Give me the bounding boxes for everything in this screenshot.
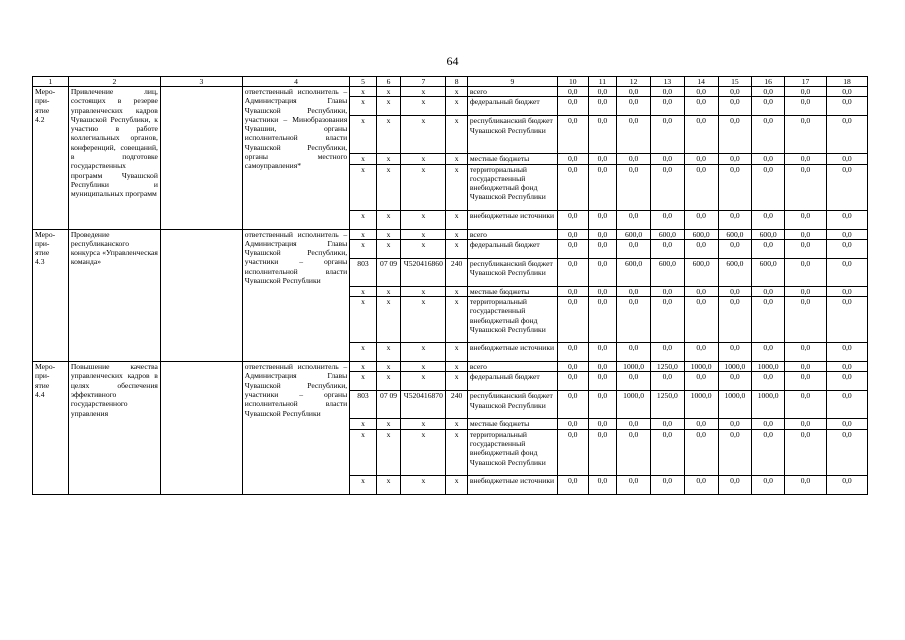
amount-cell: 0,0	[617, 372, 651, 391]
amount-cell: 0,0	[752, 286, 785, 296]
column-header: 10	[557, 77, 588, 87]
code-cell: x	[350, 362, 377, 372]
funding-source-cell: местные бюджеты	[467, 154, 557, 164]
code-cell: x	[446, 429, 467, 475]
code-cell: x	[401, 239, 446, 258]
code-cell: Ч520416870	[401, 391, 446, 419]
table-row	[33, 362, 868, 372]
amount-cell: 0,0	[752, 419, 785, 429]
code-cell: 803	[350, 391, 377, 419]
amount-cell: 0,0	[826, 475, 867, 494]
amount-cell: 0,0	[826, 286, 867, 296]
amount-cell: 0,0	[684, 164, 718, 210]
amount-cell: 0,0	[650, 343, 684, 362]
column-header: 6	[376, 77, 401, 87]
code-cell: x	[376, 154, 401, 164]
code-cell: x	[446, 343, 467, 362]
code-cell: x	[350, 239, 377, 258]
amount-cell: 0,0	[650, 297, 684, 343]
code-cell: x	[376, 87, 401, 97]
amount-cell: 0,0	[785, 87, 827, 97]
code-cell: x	[350, 229, 377, 239]
amount-cell: 0,0	[785, 286, 827, 296]
amount-cell: 0,0	[588, 164, 617, 210]
code-cell: x	[446, 239, 467, 258]
measure-name-cell: Повышение качества управленческих кадров в целях обеспечения эффективного государственного управления	[68, 362, 160, 495]
amount-cell: 0,0	[785, 343, 827, 362]
column-3-cell	[160, 362, 242, 495]
code-cell: x	[376, 343, 401, 362]
amount-cell: 0,0	[684, 429, 718, 475]
amount-cell: 0,0	[785, 372, 827, 391]
amount-cell: 0,0	[557, 286, 588, 296]
code-cell: x	[376, 286, 401, 296]
column-header: 1	[33, 77, 69, 87]
amount-cell: 0,0	[752, 297, 785, 343]
code-cell: x	[350, 475, 377, 494]
funding-source-cell: федеральный бюджет	[467, 372, 557, 391]
amount-cell: 0,0	[557, 343, 588, 362]
amount-cell: 0,0	[617, 210, 651, 229]
amount-cell: 0,0	[826, 258, 867, 286]
amount-cell: 0,0	[785, 475, 827, 494]
amount-cell: 0,0	[752, 116, 785, 154]
amount-cell: 0,0	[718, 286, 752, 296]
amount-cell: 0,0	[752, 164, 785, 210]
code-cell: x	[350, 419, 377, 429]
column-header: 5	[350, 77, 377, 87]
amount-cell: 0,0	[826, 229, 867, 239]
amount-cell: 0,0	[826, 97, 867, 116]
code-cell: x	[350, 343, 377, 362]
amount-cell: 0,0	[684, 87, 718, 97]
amount-cell: 0,0	[785, 229, 827, 239]
amount-cell: 0,0	[826, 419, 867, 429]
amount-cell: 0,0	[557, 97, 588, 116]
code-cell: x	[401, 164, 446, 210]
amount-cell: 0,0	[684, 343, 718, 362]
code-cell: x	[350, 97, 377, 116]
code-cell: x	[376, 239, 401, 258]
code-cell: x	[446, 362, 467, 372]
code-cell: x	[446, 210, 467, 229]
amount-cell: 0,0	[752, 154, 785, 164]
code-cell: x	[446, 229, 467, 239]
amount-cell: 0,0	[785, 429, 827, 475]
code-cell: x	[446, 87, 467, 97]
amount-cell: 0,0	[684, 297, 718, 343]
code-cell: x	[401, 116, 446, 154]
column-3-cell	[160, 229, 242, 362]
amount-cell: 600,0	[617, 258, 651, 286]
code-cell: x	[446, 116, 467, 154]
amount-cell: 0,0	[785, 419, 827, 429]
funding-source-cell: территориальный государственный внебюджетный фонд Чувашской Республики	[467, 164, 557, 210]
measure-number-cell: Меро- при- ятие 4.3	[33, 229, 69, 362]
table-row	[33, 229, 868, 239]
column-header: 3	[160, 77, 242, 87]
amount-cell: 0,0	[617, 97, 651, 116]
funding-source-cell: территориальный государственный внебюджетный фонд Чувашской Республики	[467, 429, 557, 475]
amount-cell: 0,0	[588, 419, 617, 429]
amount-cell: 0,0	[718, 429, 752, 475]
amount-cell: 0,0	[826, 116, 867, 154]
amount-cell: 0,0	[557, 229, 588, 239]
amount-cell: 600,0	[718, 258, 752, 286]
amount-cell: 0,0	[752, 210, 785, 229]
code-cell: x	[350, 429, 377, 475]
amount-cell: 1000,0	[718, 391, 752, 419]
amount-cell: 600,0	[617, 229, 651, 239]
code-cell: 240	[446, 391, 467, 419]
amount-cell: 0,0	[785, 362, 827, 372]
amount-cell: 0,0	[684, 116, 718, 154]
amount-cell: 0,0	[826, 239, 867, 258]
amount-cell: 0,0	[752, 475, 785, 494]
code-cell: x	[376, 229, 401, 239]
amount-cell: 600,0	[650, 258, 684, 286]
amount-cell: 1000,0	[718, 362, 752, 372]
amount-cell: 0,0	[718, 164, 752, 210]
amount-cell: 0,0	[557, 429, 588, 475]
amount-cell: 0,0	[826, 210, 867, 229]
executor-cell: ответственный исполнитель – Администрация Главы Чувашской Республики, участники – органы исполнительной власти Чувашской Республики	[242, 229, 349, 362]
code-cell: x	[401, 297, 446, 343]
amount-cell: 0,0	[785, 258, 827, 286]
amount-cell: 0,0	[650, 475, 684, 494]
amount-cell: 600,0	[752, 229, 785, 239]
amount-cell: 0,0	[588, 87, 617, 97]
code-cell: x	[376, 475, 401, 494]
amount-cell: 0,0	[650, 154, 684, 164]
code-cell: 07 09	[376, 391, 401, 419]
funding-source-cell: республиканский бюджет Чувашской Республики	[467, 391, 557, 419]
code-cell: x	[350, 87, 377, 97]
code-cell: x	[376, 116, 401, 154]
table-row	[33, 87, 868, 97]
column-header: 16	[752, 77, 785, 87]
measure-number-cell: Меро- при- ятие 4.2	[33, 87, 69, 230]
amount-cell: 0,0	[684, 239, 718, 258]
amount-cell: 0,0	[650, 372, 684, 391]
amount-cell: 0,0	[826, 391, 867, 419]
code-cell: x	[401, 372, 446, 391]
amount-cell: 0,0	[557, 87, 588, 97]
amount-cell: 0,0	[557, 419, 588, 429]
measure-name-cell: Привлечение лиц, состоящих в резерве управленческих кадров Чувашской Республики, к участию в работе коллегиальных органов, конференций, совещаний, в подготовке государственных программ Чувашской Республики и муниципальных программ	[68, 87, 160, 230]
amount-cell: 0,0	[684, 97, 718, 116]
amount-cell: 0,0	[588, 372, 617, 391]
amount-cell: 0,0	[826, 429, 867, 475]
code-cell: x	[376, 97, 401, 116]
code-cell: x	[401, 362, 446, 372]
code-cell: x	[376, 372, 401, 391]
amount-cell: 0,0	[617, 154, 651, 164]
amount-cell: 0,0	[826, 154, 867, 164]
funding-source-cell: всего	[467, 362, 557, 372]
amount-cell: 0,0	[684, 210, 718, 229]
code-cell: x	[376, 297, 401, 343]
amount-cell: 0,0	[826, 343, 867, 362]
code-cell: x	[401, 154, 446, 164]
amount-cell: 0,0	[557, 297, 588, 343]
amount-cell: 0,0	[588, 116, 617, 154]
amount-cell: 0,0	[650, 87, 684, 97]
amount-cell: 0,0	[718, 116, 752, 154]
funding-source-cell: территориальный государственный внебюджетный фонд Чувашской Республики	[467, 297, 557, 343]
amount-cell: 0,0	[718, 343, 752, 362]
funding-source-cell: местные бюджеты	[467, 286, 557, 296]
code-cell: x	[376, 164, 401, 210]
code-cell: Ч520416860	[401, 258, 446, 286]
amount-cell: 0,0	[617, 286, 651, 296]
code-cell: x	[401, 475, 446, 494]
amount-cell: 600,0	[684, 258, 718, 286]
column-header: 15	[718, 77, 752, 87]
code-cell: x	[350, 297, 377, 343]
amount-cell: 0,0	[826, 372, 867, 391]
amount-cell: 0,0	[785, 210, 827, 229]
amount-cell: 600,0	[718, 229, 752, 239]
code-cell: x	[350, 164, 377, 210]
column-header: 9	[467, 77, 557, 87]
table-body	[33, 87, 868, 495]
amount-cell: 0,0	[588, 97, 617, 116]
amount-cell: 0,0	[650, 419, 684, 429]
amount-cell: 0,0	[785, 239, 827, 258]
funding-source-cell: федеральный бюджет	[467, 97, 557, 116]
code-cell: x	[446, 154, 467, 164]
column-header: 4	[242, 77, 349, 87]
amount-cell: 0,0	[650, 429, 684, 475]
amount-cell: 0,0	[588, 343, 617, 362]
executor-cell: ответственный исполнитель – Администрация Главы Чувашской Республики, участники – Минобразования Чувашии, органы исполнительной власти Чувашской Республики, органы местного самоуправления*	[242, 87, 349, 230]
amount-cell: 0,0	[557, 258, 588, 286]
amount-cell: 0,0	[588, 362, 617, 372]
amount-cell: 1000,0	[752, 391, 785, 419]
amount-cell: 0,0	[650, 286, 684, 296]
funding-source-cell: внебюджетные источники	[467, 475, 557, 494]
code-cell: x	[446, 164, 467, 210]
amount-cell: 0,0	[557, 164, 588, 210]
amount-cell: 1000,0	[617, 362, 651, 372]
code-cell: x	[401, 429, 446, 475]
amount-cell: 0,0	[684, 372, 718, 391]
amount-cell: 600,0	[650, 229, 684, 239]
header-row	[33, 77, 868, 87]
amount-cell: 0,0	[650, 239, 684, 258]
amount-cell: 0,0	[785, 297, 827, 343]
amount-cell: 0,0	[588, 286, 617, 296]
amount-cell: 0,0	[684, 419, 718, 429]
amount-cell: 1000,0	[617, 391, 651, 419]
amount-cell: 0,0	[557, 362, 588, 372]
amount-cell: 0,0	[826, 297, 867, 343]
executor-cell: ответственный исполнитель – Администрация Главы Чувашской Республики, участники – органы исполнительной власти Чувашской Республики	[242, 362, 349, 495]
amount-cell: 0,0	[752, 239, 785, 258]
amount-cell: 0,0	[718, 372, 752, 391]
code-cell: x	[401, 210, 446, 229]
code-cell: x	[401, 343, 446, 362]
amount-cell: 1000,0	[684, 362, 718, 372]
funding-source-cell: республиканский бюджет Чувашской Республики	[467, 116, 557, 154]
amount-cell: 0,0	[617, 475, 651, 494]
amount-cell: 0,0	[718, 87, 752, 97]
code-cell: x	[401, 286, 446, 296]
amount-cell: 1250,0	[650, 391, 684, 419]
funding-source-cell: внебюджетные источники	[467, 343, 557, 362]
code-cell: 240	[446, 258, 467, 286]
amount-cell: 0,0	[718, 239, 752, 258]
amount-cell: 0,0	[826, 164, 867, 210]
page-number: 64	[446, 54, 459, 68]
code-cell: x	[350, 210, 377, 229]
amount-cell: 600,0	[684, 229, 718, 239]
amount-cell: 0,0	[557, 372, 588, 391]
code-cell: x	[376, 210, 401, 229]
measure-name-cell: Проведение республиканского конкурса «Управленческая команда»	[68, 229, 160, 362]
amount-cell: 0,0	[684, 475, 718, 494]
code-cell: x	[350, 286, 377, 296]
amount-cell: 0,0	[617, 164, 651, 210]
amount-cell: 0,0	[588, 229, 617, 239]
amount-cell: 0,0	[588, 210, 617, 229]
amount-cell: 0,0	[650, 210, 684, 229]
amount-cell: 0,0	[718, 475, 752, 494]
amount-cell: 0,0	[557, 239, 588, 258]
budget-table	[32, 76, 868, 495]
code-cell: x	[401, 229, 446, 239]
amount-cell: 0,0	[752, 87, 785, 97]
amount-cell: 0,0	[617, 116, 651, 154]
amount-cell: 0,0	[785, 116, 827, 154]
amount-cell: 0,0	[557, 475, 588, 494]
code-cell: x	[350, 372, 377, 391]
code-cell: x	[376, 419, 401, 429]
amount-cell: 0,0	[588, 475, 617, 494]
funding-source-cell: федеральный бюджет	[467, 239, 557, 258]
amount-cell: 0,0	[617, 343, 651, 362]
amount-cell: 0,0	[617, 297, 651, 343]
column-header: 8	[446, 77, 467, 87]
amount-cell: 0,0	[557, 210, 588, 229]
funding-source-cell: республиканский бюджет Чувашской Республики	[467, 258, 557, 286]
code-cell: 07 09	[376, 258, 401, 286]
amount-cell: 600,0	[752, 258, 785, 286]
column-3-cell	[160, 87, 242, 230]
amount-cell: 0,0	[785, 164, 827, 210]
amount-cell: 0,0	[752, 372, 785, 391]
amount-cell: 1000,0	[752, 362, 785, 372]
column-header: 12	[617, 77, 651, 87]
amount-cell: 0,0	[752, 429, 785, 475]
amount-cell: 0,0	[785, 391, 827, 419]
column-header: 13	[650, 77, 684, 87]
amount-cell: 0,0	[785, 154, 827, 164]
column-header: 11	[588, 77, 617, 87]
amount-cell: 0,0	[826, 87, 867, 97]
measure-number-cell: Меро- при- ятие 4.4	[33, 362, 69, 495]
amount-cell: 0,0	[588, 297, 617, 343]
code-cell: x	[446, 286, 467, 296]
code-cell: x	[446, 297, 467, 343]
amount-cell: 0,0	[588, 258, 617, 286]
amount-cell: 0,0	[617, 419, 651, 429]
code-cell: x	[446, 475, 467, 494]
amount-cell: 1000,0	[684, 391, 718, 419]
code-cell: x	[401, 97, 446, 116]
amount-cell: 0,0	[588, 391, 617, 419]
column-header: 17	[785, 77, 827, 87]
amount-cell: 0,0	[588, 154, 617, 164]
amount-cell: 0,0	[718, 297, 752, 343]
amount-cell: 0,0	[617, 87, 651, 97]
code-cell: x	[401, 419, 446, 429]
amount-cell: 0,0	[557, 154, 588, 164]
column-header: 7	[401, 77, 446, 87]
amount-cell: 0,0	[718, 210, 752, 229]
amount-cell: 0,0	[588, 239, 617, 258]
amount-cell: 0,0	[557, 116, 588, 154]
code-cell: x	[350, 154, 377, 164]
funding-source-cell: всего	[467, 229, 557, 239]
code-cell: x	[446, 97, 467, 116]
amount-cell: 0,0	[826, 362, 867, 372]
amount-cell: 0,0	[650, 97, 684, 116]
code-cell: x	[376, 429, 401, 475]
amount-cell: 0,0	[684, 286, 718, 296]
amount-cell: 0,0	[718, 419, 752, 429]
amount-cell: 0,0	[785, 97, 827, 116]
amount-cell: 0,0	[650, 116, 684, 154]
amount-cell: 1250,0	[650, 362, 684, 372]
amount-cell: 0,0	[617, 429, 651, 475]
amount-cell: 0,0	[588, 429, 617, 475]
amount-cell: 0,0	[718, 97, 752, 116]
amount-cell: 0,0	[752, 97, 785, 116]
amount-cell: 0,0	[650, 164, 684, 210]
funding-source-cell: всего	[467, 87, 557, 97]
amount-cell: 0,0	[752, 343, 785, 362]
code-cell: x	[401, 87, 446, 97]
code-cell: x	[350, 116, 377, 154]
column-header: 14	[684, 77, 718, 87]
amount-cell: 0,0	[718, 154, 752, 164]
code-cell: x	[446, 419, 467, 429]
amount-cell: 0,0	[617, 239, 651, 258]
column-header: 2	[68, 77, 160, 87]
funding-source-cell: внебюджетные источники	[467, 210, 557, 229]
code-cell: x	[446, 372, 467, 391]
code-cell: 803	[350, 258, 377, 286]
amount-cell: 0,0	[684, 154, 718, 164]
column-header: 18	[826, 77, 867, 87]
code-cell: x	[376, 362, 401, 372]
amount-cell: 0,0	[557, 391, 588, 419]
funding-source-cell: местные бюджеты	[467, 419, 557, 429]
